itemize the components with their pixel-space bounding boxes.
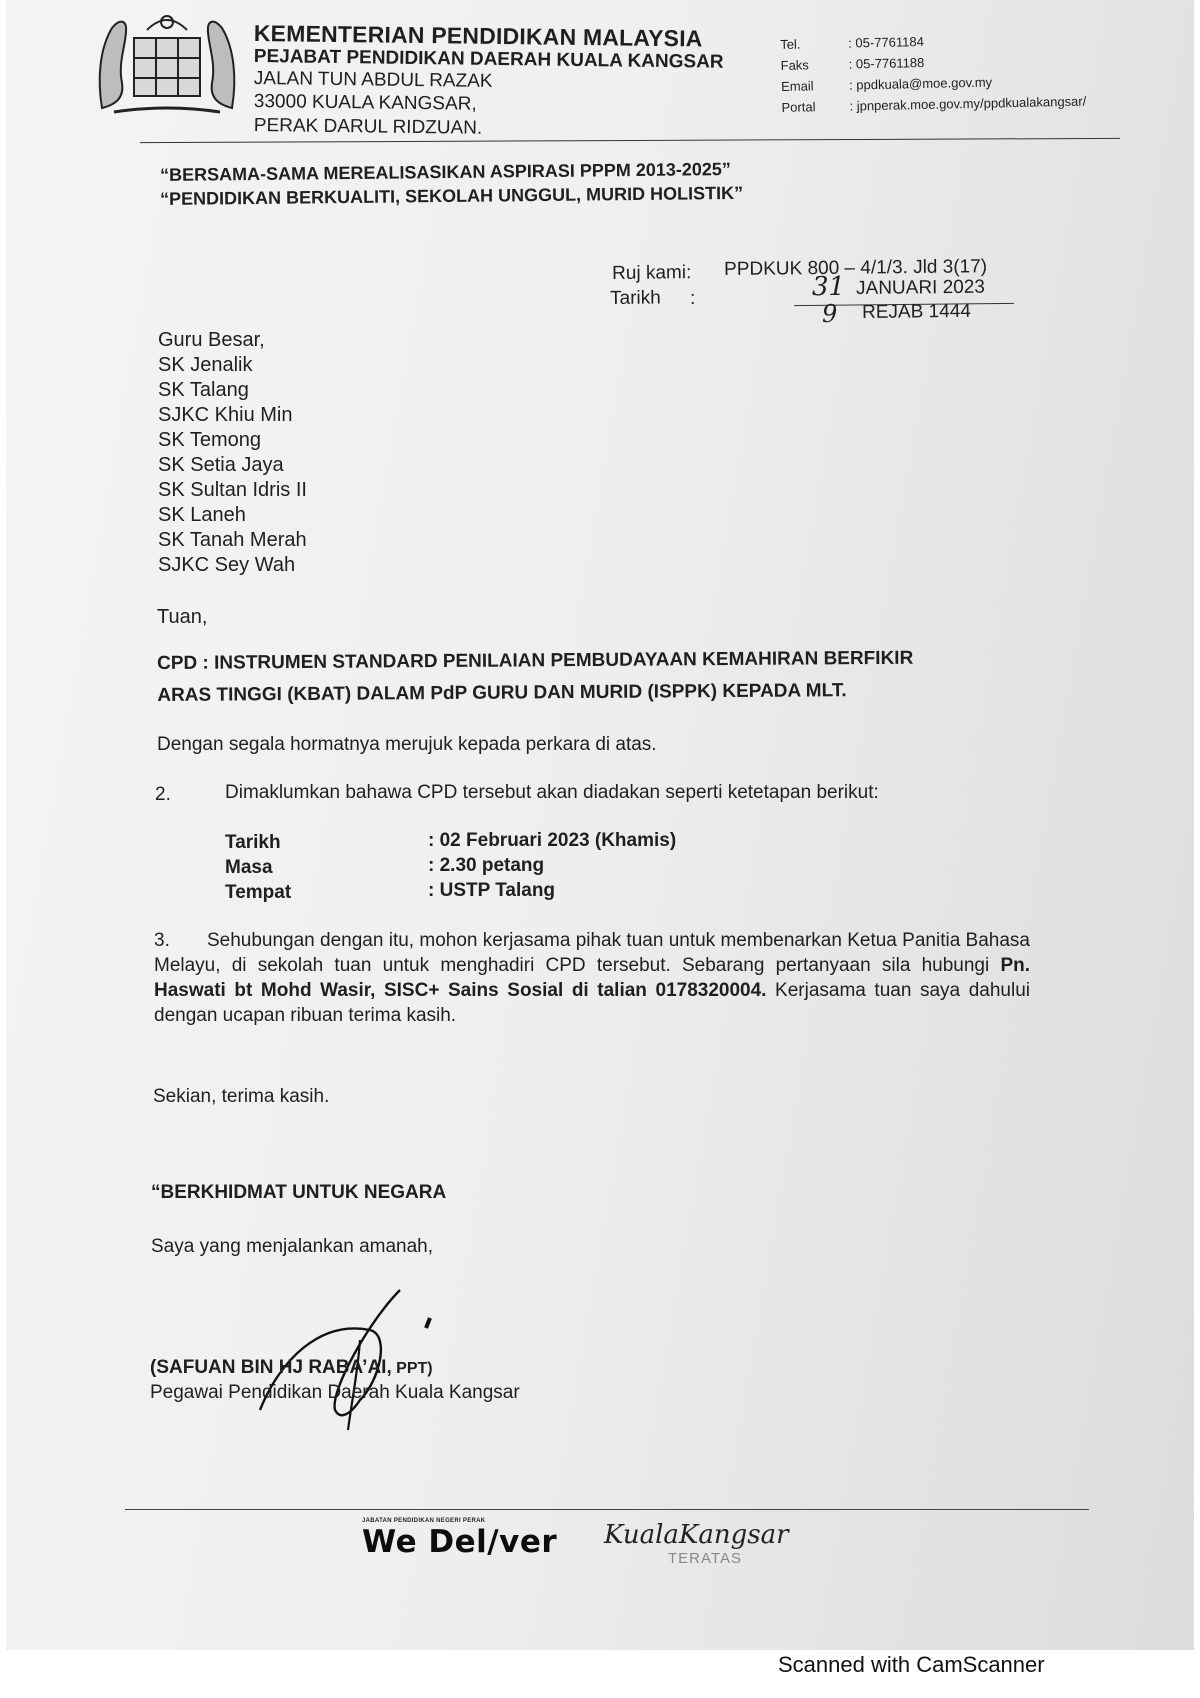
paragraph-number: 3.: [154, 930, 170, 951]
paragraph-3-text: Kerjasama tuan saya dahului dengan ucapan ribuan terima kasih.: [154, 980, 1030, 1026]
date-hijri: REJAB 1444: [862, 300, 972, 323]
slogan: “BERKHIDMAT UNTUK NEGARA: [151, 1182, 447, 1203]
contact-value: : ppdkuala@moe.gov.my: [848, 74, 993, 93]
date-gregorian: JANUARI 2023: [856, 276, 986, 299]
jpn-small-caption: JABATAN PENDIDIKAN NEGERI PERAK: [362, 1518, 486, 1524]
recipient-line: SK Laneh: [158, 504, 246, 526]
contact-value: : 05-7761188: [848, 54, 925, 72]
recipient-line: SJKC Khiu Min: [158, 404, 293, 426]
recipient-line: SK Sultan Idris II: [158, 479, 307, 501]
recipient-line: SJKC Sey Wah: [158, 554, 296, 576]
handwritten-day: 9: [822, 300, 838, 328]
kuala-kangsar-logo: KualaKangsar: [604, 1520, 789, 1550]
signatory-name: [150, 1357, 433, 1379]
recipient-line: SK Tanah Merah: [158, 529, 307, 551]
contact-block: [780, 28, 1086, 118]
footer-divider: [125, 1509, 1089, 1510]
recipient-line: SK Jenalik: [158, 354, 253, 376]
detail-value: : 2.30 petang: [428, 855, 545, 876]
contact-label: Tel.: [780, 36, 801, 52]
signatory-position: Pegawai Pendidikan Daerah Kuala Kangsar: [150, 1382, 520, 1403]
recipient-line: SK Temong: [158, 429, 262, 451]
contact-person: Pn. Haswati bt Mohd Wasir, SISC+ Sains Sosial di talian 0178320004.: [154, 955, 1030, 1001]
teratas-caption: TERATAS: [668, 1550, 742, 1567]
malaysia-coat-of-arms-icon: [92, 8, 242, 120]
recipient-list: [158, 328, 307, 578]
subject-line: ARAS TINGGI (KBAT) DALAM PdP GURU DAN MURID (ISPPK) KEPADA MLT.: [157, 680, 847, 706]
address-line: 33000 KUALA KANGSAR,: [253, 91, 477, 115]
subject-heading: [157, 642, 1017, 712]
handwritten-day: 31: [812, 272, 846, 302]
ministry-name: KEMENTERIAN PENDIDIKAN MALAYSIA: [253, 20, 703, 52]
salutation: Tuan,: [157, 606, 208, 628]
date-colon: :: [690, 287, 696, 309]
contact-value: : 05-7761184: [848, 33, 925, 51]
paragraph-3: [154, 928, 1030, 1028]
signatory-name-text: (SAFUAN BIN HJ RABA’AI,: [150, 1357, 392, 1378]
reference-label: Ruj kami:: [612, 262, 692, 284]
office-name: PEJABAT PENDIDIKAN DAERAH KUALA KANGSAR: [253, 46, 724, 73]
motto-line: “PENDIDIKAN BERKUALITI, SEKOLAH UNGGUL, MURID HOLISTIK”: [160, 182, 744, 209]
subject-line: CPD : INSTRUMEN STANDARD PENILAIAN PEMBUDAYAAN KEMAHIRAN BERFIKIR: [157, 647, 914, 674]
contact-label: Faks: [780, 57, 809, 73]
date-label: Tarikh: [610, 287, 661, 309]
camscanner-watermark: Scanned with CamScanner: [778, 1652, 1045, 1677]
detail-label: Tempat: [225, 882, 292, 903]
we-deliver-logo: We Del/ver: [362, 1524, 558, 1560]
address-line: JALAN TUN ABDUL RAZAK: [253, 68, 493, 92]
recipient-line: SK Talang: [158, 379, 249, 401]
contact-label: Portal: [781, 99, 816, 115]
detail-label: Masa: [225, 857, 273, 878]
paragraph-1: Dengan segala hormatnya merujuk kepada perkara di atas.: [157, 734, 657, 755]
contact-label: Email: [780, 78, 814, 94]
paragraph-number: 2.: [155, 784, 171, 805]
motto-line: “BERSAMA-SAMA MEREALISASIKAN ASPIRASI PPPM 2013-2025”: [160, 159, 731, 185]
reference-number: PPDKUK 800 – 4/1/3. Jld 3(17): [724, 256, 988, 280]
address-line: PERAK DARUL RIDZUAN.: [253, 115, 483, 139]
closing: Sekian, terima kasih.: [153, 1086, 330, 1107]
paragraph-2: Dimaklumkan bahawa CPD tersebut akan diadakan seperti ketetapan berikut:: [225, 782, 879, 803]
paragraph-3-text: Sehubungan dengan itu, mohon kerjasama pihak tuan untuk membenarkan Ketua Panitia Bahasa Melayu, di sekolah tuan untuk menghadiri CPD tersebut. Sebarang pertanyaan sila hubungi: [154, 930, 1030, 976]
contact-value: : jpnperak.moe.gov.my/ppdkualakangsar/: [849, 93, 1087, 114]
recipient-line: Guru Besar,: [158, 329, 265, 351]
detail-value: : 02 Februari 2023 (Khamis): [428, 830, 677, 851]
detail-label: Tarikh: [225, 832, 281, 853]
trust-line: Saya yang menjalankan amanah,: [151, 1236, 434, 1257]
signatory-title: PPT): [391, 1360, 433, 1377]
recipient-line: SK Setia Jaya: [158, 454, 284, 476]
detail-value: : USTP Talang: [428, 880, 556, 901]
